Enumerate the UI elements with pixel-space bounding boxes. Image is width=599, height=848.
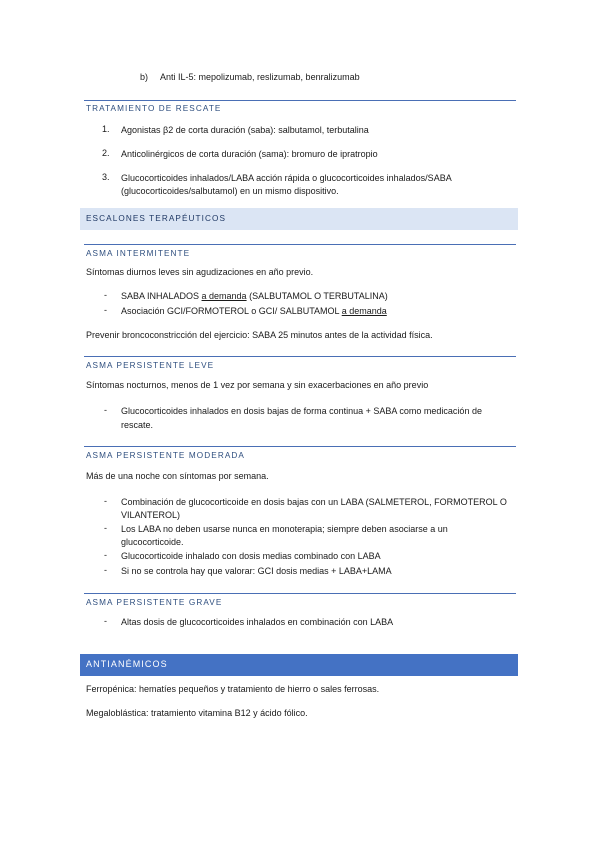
rescate-item-3-line2: (glucocorticoides/salbutamol) en un mismo dispositivo. xyxy=(121,186,339,196)
moderada-bullet-2-line1: Los LABA no deben usarse nunca en monoterapia; siempre deben asociarse a un xyxy=(121,524,448,534)
item-number-3: 3. xyxy=(102,172,110,182)
antianemicos-ferropenica: Ferropénica: hematíes pequeños y tratamiento de hierro o sales ferrosas. xyxy=(86,684,380,694)
item-number-1: 1. xyxy=(102,124,110,134)
heading-antianemicos: ANTIANÉMICOS xyxy=(86,659,168,669)
heading-rescate: TRATAMIENTO DE RESCATE xyxy=(86,104,222,113)
bullet-dash: - xyxy=(104,616,107,626)
item-number-2: 2. xyxy=(102,148,110,158)
bullet-dash: - xyxy=(104,305,107,315)
heading-intermitente: ASMA INTERMITENTE xyxy=(86,249,191,258)
divider-moderada xyxy=(84,446,516,447)
rescate-item-1: Agonistas β2 de corta duración (saba): salbutamol, terbutalina xyxy=(121,125,369,135)
moderada-bullet-1-line2: VILANTEROL) xyxy=(121,510,181,520)
intermitente-note: Prevenir broncoconstricción del ejercicio: SABA 25 minutos antes de la actividad física. xyxy=(86,330,433,340)
intermitente-bullet-1: SABA INHALADOS a demanda (SALBUTAMOL O TERBUTALINA) xyxy=(121,291,388,301)
bullet-dash: - xyxy=(104,405,107,415)
divider-intermitente xyxy=(84,244,516,245)
antianemicos-megaloblastica: Megaloblástica: tratamiento vitamina B12 y ácido fólico. xyxy=(86,708,308,718)
moderada-bullet-1-line1: Combinación de glucocorticoide en dosis bajas con un LABA (SALMETEROL, FORMOTEROL O xyxy=(121,497,507,507)
divider-grave xyxy=(84,593,516,594)
heading-grave: ASMA PERSISTENTE GRAVE xyxy=(86,598,223,607)
bullet-dash: - xyxy=(104,523,107,533)
moderada-bullet-3: Glucocorticoide inhalado con dosis medias combinado con LABA xyxy=(121,551,381,561)
divider-rescate xyxy=(84,100,516,101)
bullet-dash: - xyxy=(104,290,107,300)
heading-escalones: ESCALONES TERAPÉUTICOS xyxy=(86,214,227,223)
heading-leve: ASMA PERSISTENTE LEVE xyxy=(86,361,215,370)
moderada-bullet-2-line2: glucocorticoide. xyxy=(121,537,184,547)
rescate-item-2: Anticolinérgicos de corta duración (sama): bromuro de ipratropio xyxy=(121,149,378,159)
anti-il5-text: Anti IL-5: mepolizumab, reslizumab, benralizumab xyxy=(160,72,360,82)
list-marker-b: b) xyxy=(140,72,149,82)
bullet-dash: - xyxy=(104,496,107,506)
moderada-intro: Más de una noche con síntomas por semana. xyxy=(86,471,269,481)
bullet-dash: - xyxy=(104,550,107,560)
leve-bullet-1-line2: rescate. xyxy=(121,420,154,430)
grave-bullet-1: Altas dosis de glucocorticoides inhalados en combinación con LABA xyxy=(121,617,394,627)
divider-leve xyxy=(84,356,516,357)
moderada-bullet-4: Si no se controla hay que valorar: GCI dosis medias + LABA+LAMA xyxy=(121,566,392,576)
intermitente-intro: Síntomas diurnos leves sin agudizaciones en año previo. xyxy=(86,267,314,277)
intermitente-bullet-2: Asociación GCI/FORMOTEROL o GCI/ SALBUTAMOL a demanda xyxy=(121,306,387,316)
leve-intro: Síntomas nocturnos, menos de 1 vez por semana y sin exacerbaciones en año previo xyxy=(86,380,429,390)
leve-bullet-1-line1: Glucocorticoides inhalados en dosis bajas de forma continua + SABA como medicación de xyxy=(121,406,482,416)
heading-moderada: ASMA PERSISTENTE MODERADA xyxy=(86,451,245,460)
rescate-item-3-line1: Glucocorticoides inhalados/LABA acción rápida o glucocorticoides inhalados/SABA xyxy=(121,173,452,183)
bullet-dash: - xyxy=(104,565,107,575)
